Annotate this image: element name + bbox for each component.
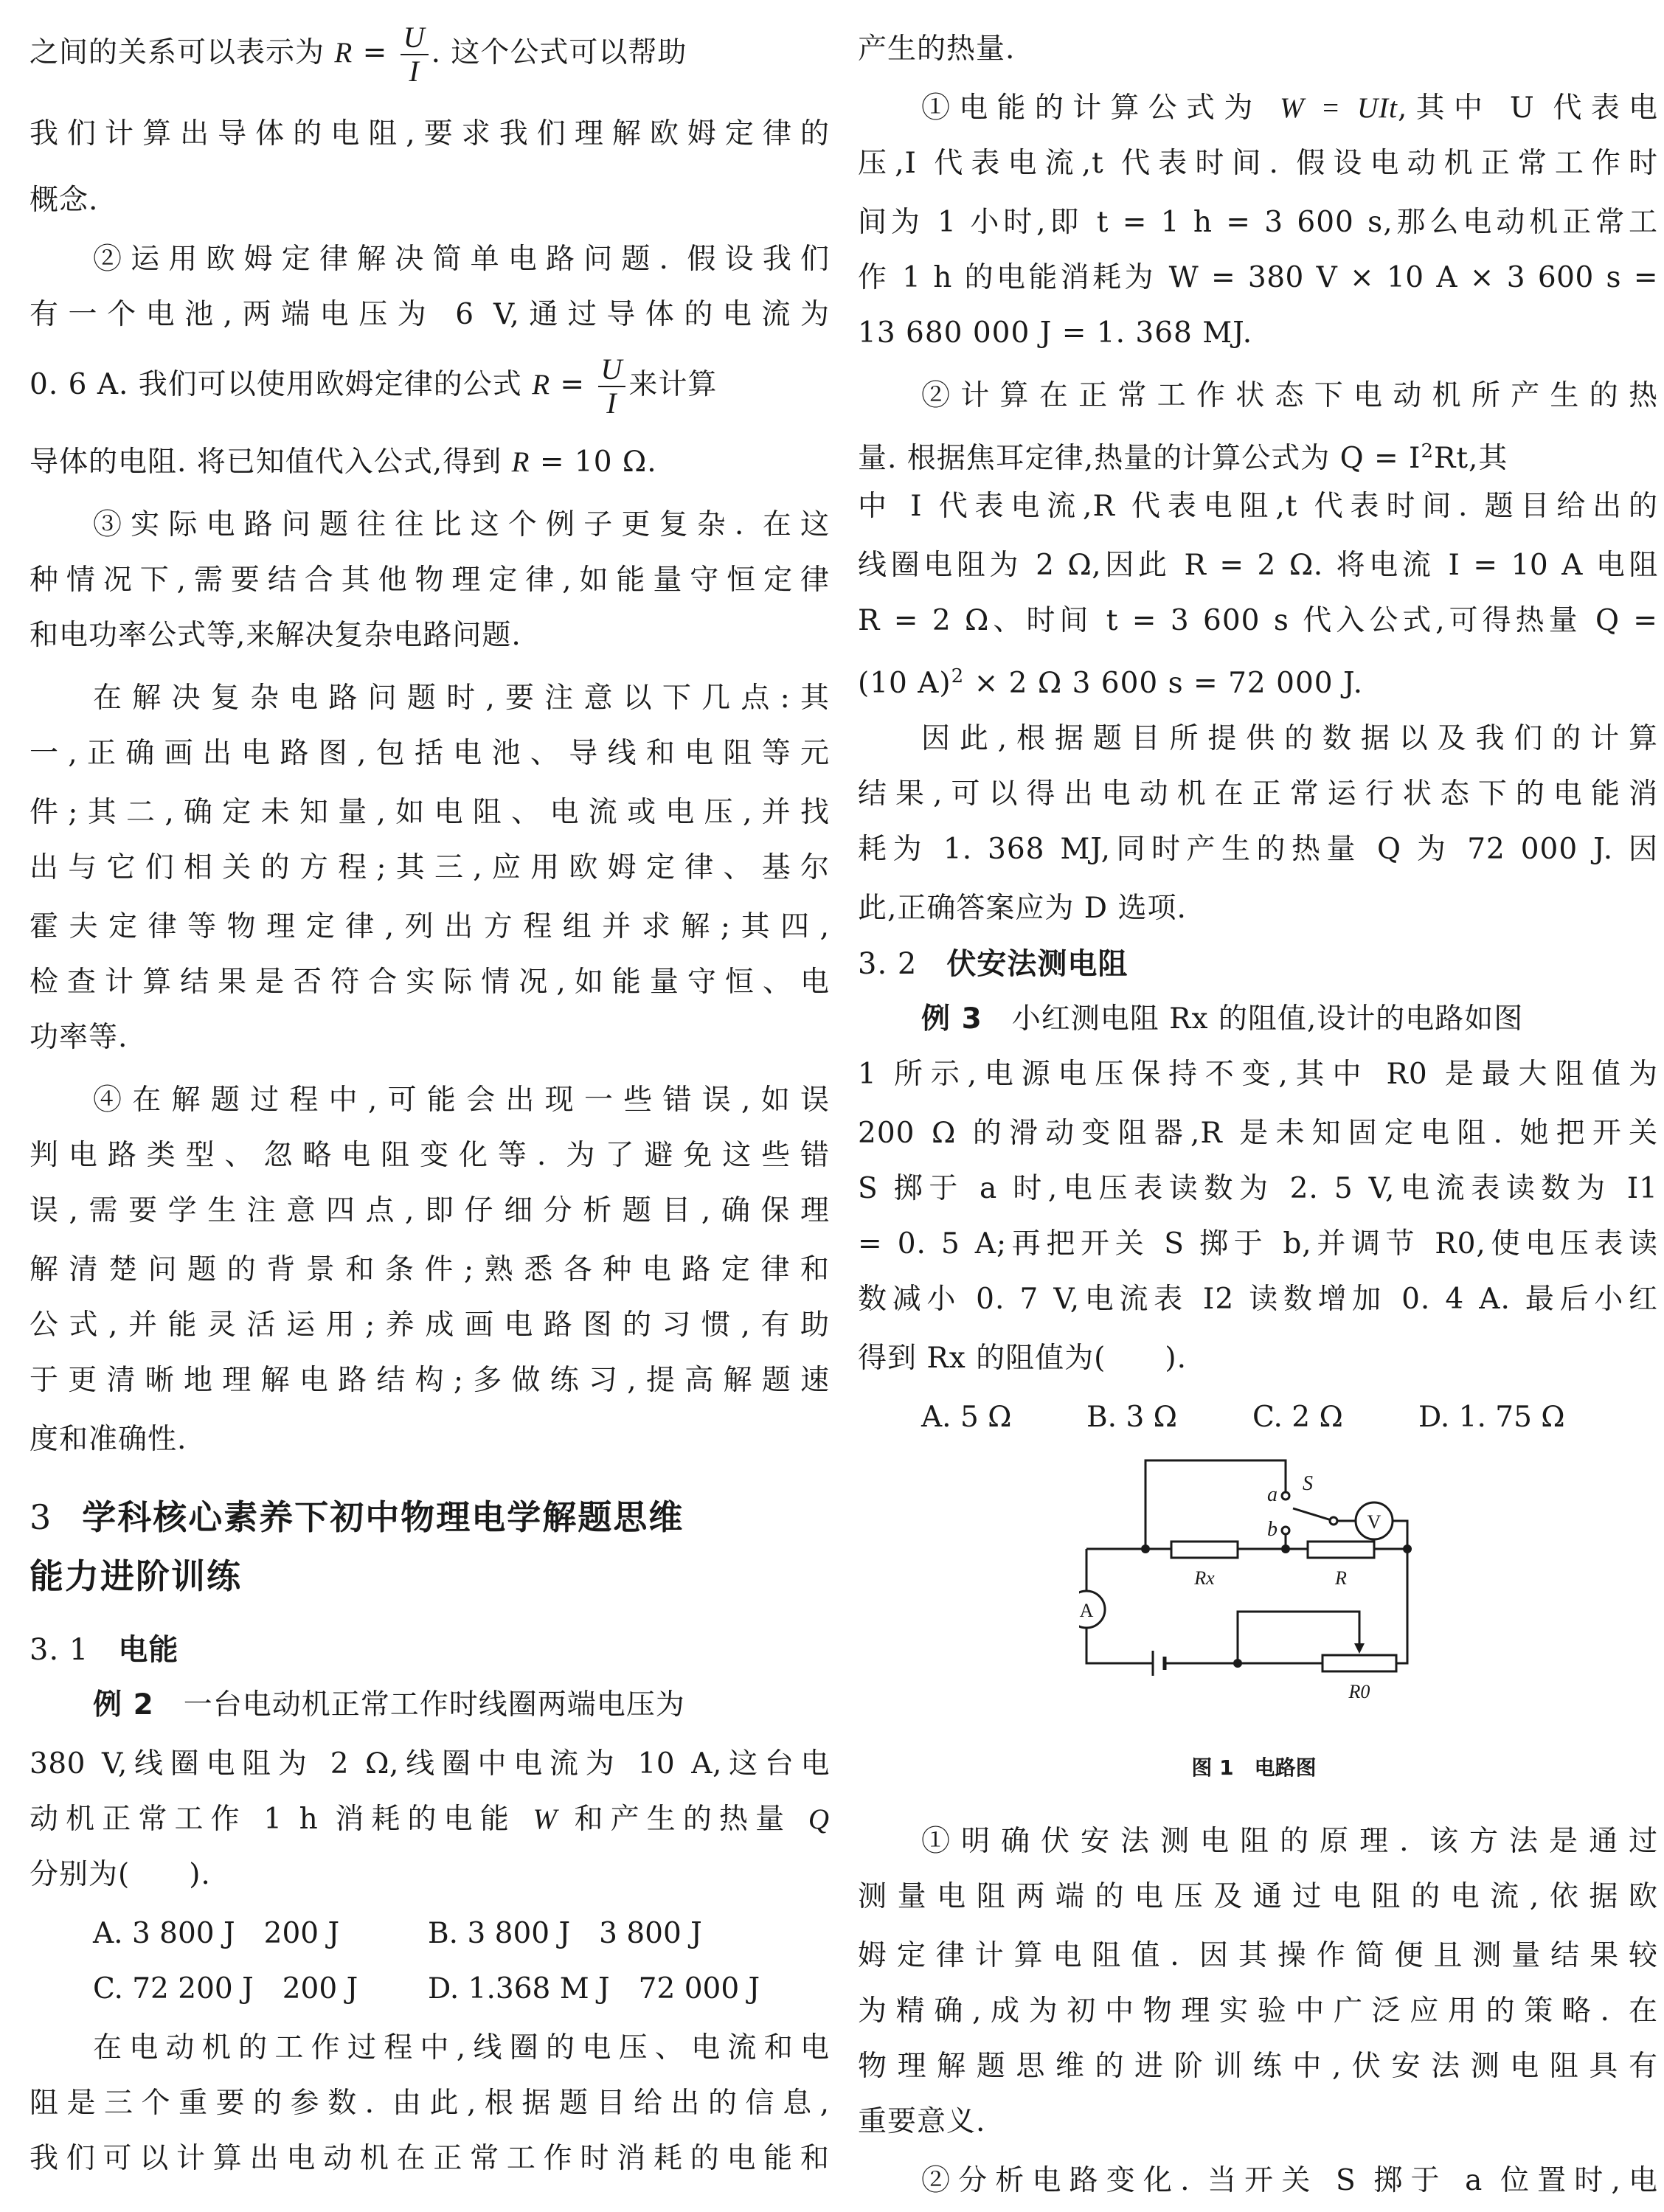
resistor-r xyxy=(1308,1542,1374,1558)
fraction-denominator: I xyxy=(409,55,420,88)
text-line: 间为 1 小时,即 t = 1 h = 3 600 s,那么电动机正常工 xyxy=(858,206,1658,239)
text-line: 公式,并能灵活运用;养成画电路图的习惯,有助 xyxy=(30,1308,830,1342)
subsection-number: 3. 1 xyxy=(30,1633,89,1667)
option-row xyxy=(30,1903,830,1965)
text-fragment: = xyxy=(353,36,398,69)
slider-arrow-icon xyxy=(1354,1643,1365,1654)
label-rx: Rx xyxy=(1194,1567,1215,1589)
text-fragment: 导体的电阻. 将已知值代入公式,得到 xyxy=(30,445,512,479)
option-row xyxy=(30,1958,830,2020)
text-line: 此,正确答案应为 D 选项. xyxy=(858,892,1187,925)
text-line: 结果,可以得出电动机在正常运行状态下的电能消 xyxy=(858,777,1658,811)
example-label: 例 3 xyxy=(921,1002,982,1036)
option-d[interactable]: D. 1.368 M J 72 000 J xyxy=(428,1972,760,2005)
text-line: 物理解题思维的进阶训练中,伏安法测电阻具有 xyxy=(858,2050,1658,2083)
text-line: 种情况下,需要结合其他物理定律,如能量守恒定律 xyxy=(30,564,830,597)
label-b: b xyxy=(1267,1518,1278,1541)
text-fragment: 之间的关系可以表示为 xyxy=(30,36,335,69)
switch-blade xyxy=(1293,1508,1334,1521)
text-fragment: = 10 Ω. xyxy=(530,445,657,479)
text-line: 一,正确画出电路图,包括电池、导线和电阻等元 xyxy=(30,737,830,770)
text-fragment: 一台电动机正常工作时线圈两端电压为 xyxy=(183,1688,685,1722)
text-line xyxy=(30,353,830,420)
superscript: 2 xyxy=(1421,440,1434,462)
section-number: 3 xyxy=(30,1497,53,1537)
formula: W = UIt xyxy=(1280,92,1398,124)
formula-var: R xyxy=(334,37,353,69)
text-line xyxy=(30,1789,830,1851)
text-line: 判电路类型、忽略电阻变化等. 为了避免这些错 xyxy=(30,1139,830,1172)
fraction xyxy=(598,355,626,418)
label-r: R xyxy=(1335,1567,1347,1589)
wire xyxy=(1396,1549,1407,1663)
rheostat-r0 xyxy=(1322,1655,1396,1671)
fraction-numerator: U xyxy=(598,355,626,387)
section-heading xyxy=(30,1486,830,1548)
text-line: 13 680 000 J = 1. 368 MJ. xyxy=(858,316,1253,350)
text-fragment: = xyxy=(550,368,595,401)
option-b[interactable]: B. 3 800 J 3 800 J xyxy=(428,1917,702,1950)
subsection-number: 3. 2 xyxy=(858,947,918,981)
text-fragment: . 这个公式可以帮助 xyxy=(431,36,687,69)
switch-pivot xyxy=(1330,1517,1337,1525)
text-line: 解清楚问题的背景和条件;熟悉各种电路定律和 xyxy=(30,1253,830,1286)
text-fragment: 量. 根据焦耳定律,热量的计算公式为 Q = I xyxy=(858,442,1421,475)
option-a[interactable]: A. 3 800 J 200 J xyxy=(93,1917,340,1950)
text-line: 产生的热量. xyxy=(858,32,1016,66)
text-fragment: (10 A) xyxy=(858,667,951,700)
switch-contact-a xyxy=(1282,1492,1289,1499)
text-line: 霍夫定律等物理定律,列出方程组并求解;其四, xyxy=(30,910,830,943)
formula-var: Q xyxy=(808,1803,830,1835)
section-heading-cont: 能力进阶训练 xyxy=(30,1556,242,1596)
formula-var: R xyxy=(511,446,530,478)
text-line: 耗为 1. 368 MJ,同时产生的热量 Q 为 72 000 J. 因 xyxy=(858,833,1658,866)
text-line: 阻是三个重要的参数. 由此,根据题目给出的信息, xyxy=(30,2087,830,2120)
text-line: 中 I 代表电流,R 代表电阻,t 代表时间. 题目给出的 xyxy=(858,490,1658,523)
text-line: 姆定律计算电阻值. 因其操作简便且测量结果较 xyxy=(858,1939,1658,1972)
fraction-numerator: U xyxy=(401,23,429,55)
resistor-rx xyxy=(1171,1542,1238,1558)
text-line xyxy=(858,645,1658,707)
subsection-title: 伏安法测电阻 xyxy=(946,947,1129,981)
text-line: R = 2 Ω、时间 t = 3 600 s 代入公式,可得热量 Q = xyxy=(858,604,1658,637)
label-a: a xyxy=(1267,1483,1278,1506)
formula-var: W xyxy=(533,1803,558,1835)
text-line: 重要意义. xyxy=(858,2105,986,2138)
label-r0: R0 xyxy=(1348,1681,1370,1702)
subsection-heading xyxy=(858,933,1658,995)
text-fragment: ①电能的计算公式为 xyxy=(921,91,1280,125)
text-fragment: 小红测电阻 Rx 的阻值,设计的电路如图 xyxy=(1011,1002,1524,1036)
text-line: ②计算在正常工作状态下电动机所产生的热 xyxy=(921,379,1658,412)
wire xyxy=(1145,1460,1286,1549)
text-line: 因此,根据题目所提供的数据以及我们的计算 xyxy=(921,722,1658,755)
text-fragment: × 2 Ω 3 600 s = 72 000 J. xyxy=(964,667,1363,700)
text-line xyxy=(30,21,830,88)
text-line: 误,需要学生注意四点,即仔细分析题目,确保理 xyxy=(30,1194,830,1227)
text-line xyxy=(30,431,830,493)
text-line: ②分析电路变化. 当开关 S 掷于 a 位置时,电 xyxy=(921,2164,1658,2197)
text-line: 1 所示,电源电压保持不变,其中 R0 是最大阻值为 xyxy=(858,1058,1658,1091)
text-line: 我们可以计算出电动机在正常工作时消耗的电能和 xyxy=(30,2142,830,2175)
text-line: 功率等. xyxy=(30,1021,128,1054)
junction-dot xyxy=(1141,1544,1150,1553)
wire xyxy=(1086,1628,1153,1663)
text-line: 和电功率公式等,来解决复杂电路问题. xyxy=(30,619,521,652)
text-line: 在解决复杂电路问题时,要注意以下几点:其 xyxy=(93,682,830,715)
text-fragment: 0. 6 A. 我们可以使用欧姆定律的公式 xyxy=(30,368,533,401)
text-line: 在电动机的工作过程中,线圈的电压、电流和电 xyxy=(93,2031,830,2064)
label-v: V xyxy=(1367,1511,1382,1533)
text-fragment: 来计算 xyxy=(628,368,718,401)
text-line: 为精确,成为初中物理实验中广泛应用的策略. 在 xyxy=(858,1994,1658,2028)
option-c[interactable]: C. 72 200 J 200 J xyxy=(93,1972,358,2005)
text-line: 我们计算出导体的电阻,要求我们理解欧姆定律的 xyxy=(30,117,830,150)
section-title: 学科核心素养下初中物理电学解题思维 xyxy=(82,1497,684,1537)
subsection-title: 电能 xyxy=(118,1633,179,1667)
text-line: S 掷于 a 时,电压表读数为 2. 5 V,电流表读数为 I1 xyxy=(858,1172,1658,1205)
text-line xyxy=(858,420,1658,482)
example-label: 例 2 xyxy=(93,1688,154,1722)
text-fragment: Rt,其 xyxy=(1434,442,1508,475)
formula-var: R xyxy=(532,369,551,401)
junction-dot xyxy=(1281,1544,1290,1553)
text-line: 得到 Rx 的阻值为( ). xyxy=(858,1342,1187,1375)
figure-caption: 图 1 电路图 xyxy=(1191,1755,1317,1780)
text-line: 200 Ω 的滑动变阻器,R 是未知固定电阻. 她把开关 xyxy=(858,1117,1658,1150)
text-line: 作 1 h 的电能消耗为 W = 380 V × 10 A × 3 600 s = xyxy=(858,261,1658,294)
option-a[interactable]: A. 5 Ω xyxy=(921,1401,1012,1434)
text-line: 分别为( ). xyxy=(30,1858,211,1891)
text-line: 数减小 0. 7 V,电流表 I2 读数增加 0. 4 A. 最后小红 xyxy=(858,1283,1658,1316)
junction-dot xyxy=(1233,1659,1242,1668)
text-line: 有一个电池,两端电压为 6 V,通过导体的电流为 xyxy=(30,298,830,331)
option-c[interactable]: C. 2 Ω xyxy=(1252,1401,1343,1434)
superscript: 2 xyxy=(951,665,965,687)
circuit-diagram xyxy=(1079,1438,1418,1726)
text-line xyxy=(858,988,1523,1050)
text-line: ④在解题过程中,可能会出现一些错误,如误 xyxy=(93,1084,830,1117)
fraction-denominator: I xyxy=(606,386,617,420)
wire xyxy=(1393,1521,1407,1549)
text-line: 于更清晰地理解电路结构;多做练习,提高解题速 xyxy=(30,1364,830,1397)
text-line: ①明确伏安法测电阻的原理. 该方法是通过 xyxy=(921,1825,1658,1858)
text-fragment: 和产生的热量 xyxy=(557,1803,808,1836)
text-fragment: ,其中 U 代表电 xyxy=(1398,91,1658,125)
text-line: ③实际电路问题往往比这个例子更复杂. 在这 xyxy=(93,508,830,541)
text-line: 件;其二,确定未知量,如电阻、电流或电压,并找 xyxy=(30,796,830,829)
text-line: 检查计算结果是否符合实际情况,如能量守恒、电 xyxy=(30,965,830,999)
text-line: ②运用欧姆定律解决简单电路问题. 假设我们 xyxy=(93,243,830,276)
label-a-meter: A xyxy=(1079,1600,1094,1621)
option-b[interactable]: B. 3 Ω xyxy=(1086,1401,1177,1434)
option-d[interactable]: D. 1. 75 Ω xyxy=(1418,1401,1565,1434)
text-fragment: 动机正常工作 1 h 消耗的电能 xyxy=(30,1803,533,1836)
text-line: 380 V,线圈电阻为 2 Ω,线圈中电流为 10 A,这台电 xyxy=(30,1747,830,1781)
text-line: 出与它们相关的方程;其三,应用欧姆定律、基尔 xyxy=(30,851,830,884)
text-line: 线圈电阻为 2 Ω,因此 R = 2 Ω. 将电流 I = 10 A 电阻 xyxy=(858,549,1658,582)
text-line: 测量电阻两端的电压及通过电阻的电流,依据欧 xyxy=(858,1880,1658,1913)
switch-contact-b xyxy=(1282,1527,1289,1534)
text-line xyxy=(30,1674,685,1736)
text-line: 概念. xyxy=(30,184,99,217)
text-line: = 0. 5 A;再把开关 S 掷于 b,并调节 R0,使电压表读 xyxy=(858,1227,1658,1261)
fraction xyxy=(401,23,429,86)
subsection-heading xyxy=(30,1619,830,1681)
text-line: 度和准确性. xyxy=(30,1423,187,1456)
text-line xyxy=(858,77,1658,139)
label-s: S xyxy=(1303,1472,1313,1495)
text-line: 压,I 代表电流,t 代表时间. 假设电动机正常工作时 xyxy=(858,147,1658,180)
